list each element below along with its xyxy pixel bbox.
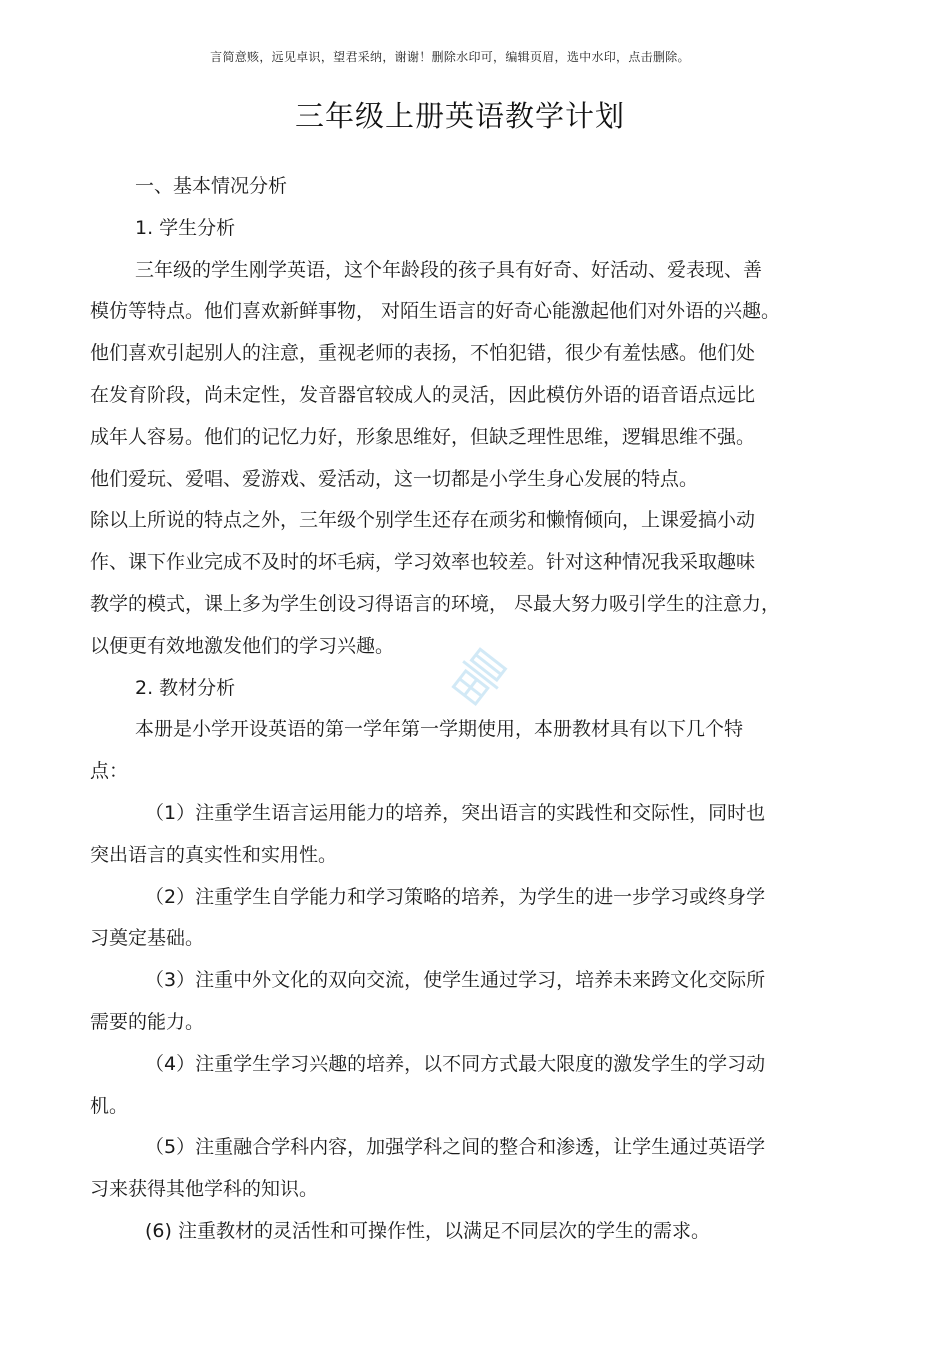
paragraph-line: 三年级的学生刚学英语，这个年龄段的孩子具有好奇、好活动、爱表现、善 bbox=[135, 258, 763, 281]
list-item-line: (6) 注重教材的灵活性和可操作性，以满足不同层次的学生的需求。 bbox=[145, 1219, 710, 1242]
paragraph-line: 他们喜欢引起别人的注意，重视老师的表扬，不怕犯错，很少有羞怯感。他们处 bbox=[90, 342, 756, 365]
section-heading: 一、基本情况分析 bbox=[135, 175, 288, 197]
list-item-line: （4）注重学生学习兴趣的培养，以不同方式最大限度的激发学生的学习动 bbox=[145, 1052, 766, 1075]
paragraph-line: 模仿等特点。他们喜欢新鲜事物， 对陌生语言的好奇心能激起他们对外语的兴趣。 bbox=[90, 300, 781, 323]
paragraph-line: 以便更有效地激发他们的学习兴趣。 bbox=[90, 634, 395, 657]
paragraph-line: 点： bbox=[90, 760, 129, 783]
list-item-line: 习来获得其他学科的知识。 bbox=[90, 1178, 319, 1201]
paragraph-line: 本册是小学开设英语的第一学年第一学期使用，本册教材具有以下几个特 bbox=[135, 718, 744, 741]
header-note: 言简意赅，远见卓识，望君采纳，谢谢！删除水印可，编辑页眉，选中水印，点击删除。 bbox=[210, 50, 690, 64]
list-item-line: （5）注重融合学科内容，加强学科之间的整合和渗透，让学生通过英语学 bbox=[145, 1136, 766, 1159]
paragraph-line: 除以上所说的特点之外，三年级个别学生还存在顽劣和懒惰倾向，上课爱搞小动 bbox=[90, 509, 756, 532]
subsection-heading: 2. 教材分析 bbox=[135, 676, 236, 699]
list-item-line: （2）注重学生自学能力和学习策略的培养，为学生的进一步学习或终身学 bbox=[145, 885, 766, 908]
paragraph-line: 在发育阶段，尚未定性，发音器官较成人的灵活，因此模仿外语的语音语点远比 bbox=[90, 383, 756, 406]
list-item-line: 机。 bbox=[90, 1094, 129, 1117]
list-item-line: （1）注重学生语言运用能力的培养，突出语言的实践性和交际性，同时也 bbox=[145, 801, 766, 824]
list-item-line: 突出语言的真实性和实用性。 bbox=[90, 843, 338, 866]
paragraph-line: 成年人容易。他们的记忆力好，形象思维好，但缺乏理性思维，逻辑思维不强。 bbox=[90, 425, 756, 448]
document-title: 三年级上册英语教学计划 bbox=[294, 99, 625, 133]
list-item-line: 需要的能力。 bbox=[90, 1010, 205, 1033]
subsection-heading: 1. 学生分析 bbox=[135, 216, 236, 239]
paragraph-line: 教学的模式，课上多为学生创设习得语言的环境， 尽最大努力吸引学生的注意力， bbox=[90, 592, 781, 615]
list-item-line: 习奠定基础。 bbox=[90, 927, 205, 950]
paragraph-line: 作、课下作业完成不及时的坏毛病，学习效率也较差。针对这种情况我采取趣味 bbox=[90, 551, 756, 574]
paragraph-line: 他们爱玩、爱唱、爱游戏、爱活动，这一切都是小学生身心发展的特点。 bbox=[90, 467, 699, 490]
list-item-line: （3）注重中外文化的双向交流，使学生通过学习，培养未来跨文化交际所 bbox=[145, 969, 766, 992]
